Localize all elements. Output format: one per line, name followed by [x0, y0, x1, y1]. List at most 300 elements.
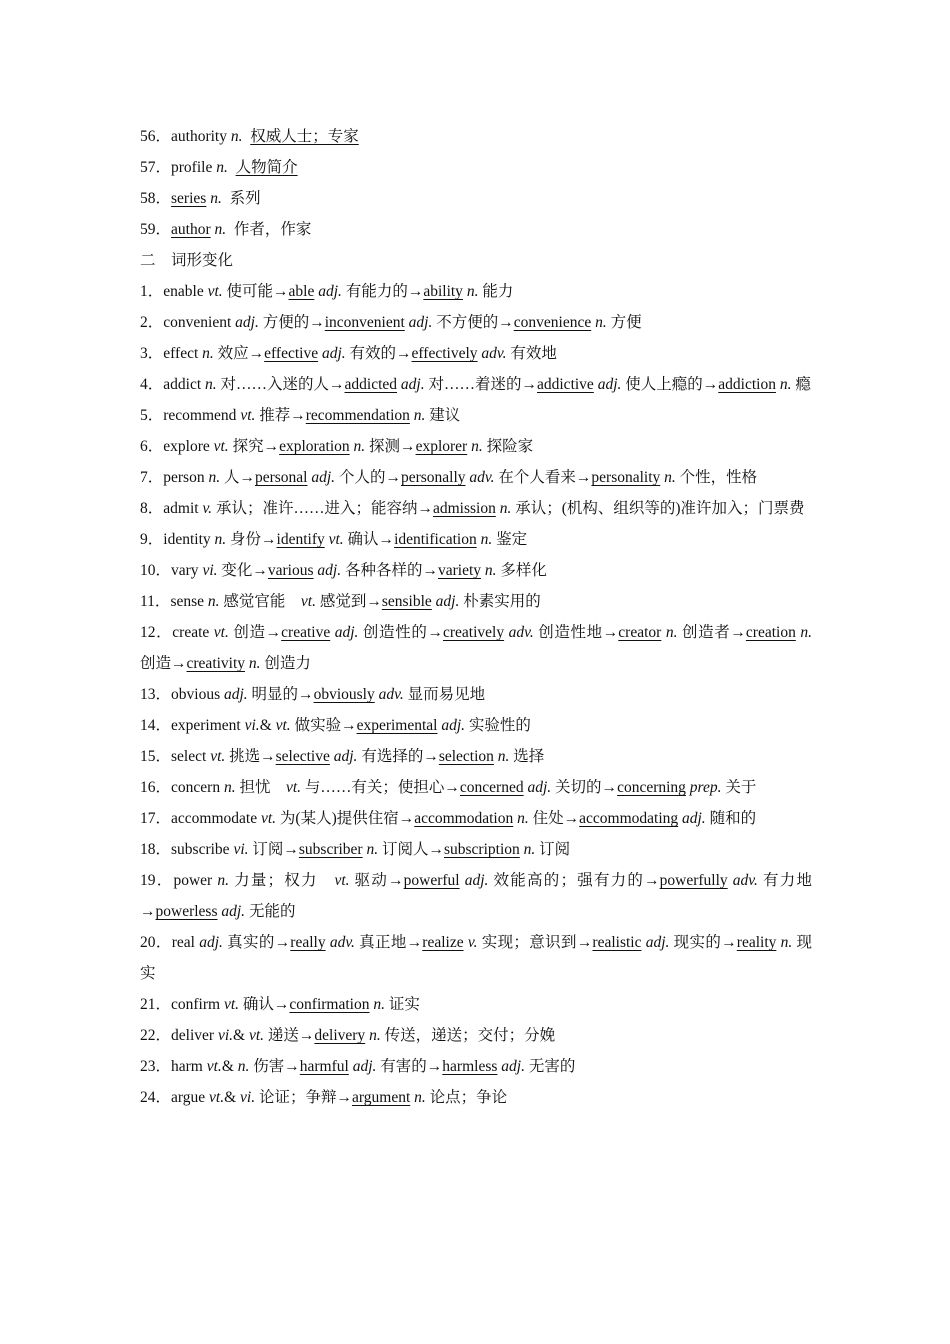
part-of-speech: v. — [202, 500, 213, 517]
word-form-item — [140, 710, 812, 741]
part-of-speech: adj. — [501, 1058, 525, 1075]
part-of-speech: n. — [353, 438, 366, 455]
item-text: 现实 — [140, 934, 812, 982]
word-form-item — [140, 741, 812, 772]
answer-word: 权威人士；专家 — [250, 128, 359, 145]
answer-word: various — [267, 562, 314, 579]
part-of-speech: n. — [471, 438, 483, 455]
word-form-item — [140, 338, 812, 369]
item-text: 有力地→ — [140, 872, 812, 920]
word-form-item — [140, 400, 812, 431]
item-text: 感觉官能 — [219, 593, 301, 610]
part-of-speech: adj. — [597, 376, 622, 393]
part-of-speech: adj. — [223, 686, 248, 703]
answer-word: effective — [264, 345, 319, 362]
part-of-speech: n. — [466, 283, 479, 300]
item-text: 鉴定 — [492, 531, 528, 548]
answer-word: reality — [736, 934, 777, 951]
word-form-item — [140, 834, 812, 865]
item-text: 在个人看来→ — [494, 469, 592, 486]
item-text: 使可能→ — [222, 283, 289, 300]
item-text: 传送，递送；交付；分娩 — [380, 1027, 556, 1044]
item-text: 能力 — [478, 283, 514, 300]
word-form-item — [140, 369, 812, 400]
vocab-item — [140, 183, 812, 214]
part-of-speech: n. — [248, 655, 261, 672]
item-text: 创造力 — [260, 655, 311, 672]
part-of-speech: adj. — [333, 748, 358, 765]
item-text: 个人的→ — [335, 469, 401, 486]
part-of-speech: adj. — [317, 562, 342, 579]
word-form-item — [140, 1020, 812, 1051]
part-of-speech: n. — [413, 407, 426, 424]
part-of-speech: n. — [230, 128, 243, 145]
part-of-speech: adj. — [221, 903, 246, 920]
answer-word: identify — [276, 531, 325, 548]
part-of-speech: adj. — [311, 469, 336, 486]
answer-word: personally — [400, 469, 466, 486]
vocab-item — [140, 152, 812, 183]
word-form-item — [140, 679, 812, 710]
answer-word: subscription — [443, 841, 520, 858]
part-of-speech: n. — [664, 469, 676, 486]
part-of-speech: adj. — [235, 314, 259, 331]
item-text: 证实 — [384, 996, 420, 1013]
part-of-speech: v. — [467, 934, 478, 951]
item-number: 24． — [140, 1089, 172, 1106]
part-of-speech: adj. — [682, 810, 706, 827]
answer-word: addictive — [537, 376, 594, 393]
item-text — [228, 159, 236, 176]
part-of-speech: vt. — [209, 1089, 225, 1106]
item-text: admit — [163, 500, 203, 517]
item-text: 显而易见地 — [403, 686, 486, 703]
word-form-item — [140, 493, 812, 524]
word-form-item — [140, 803, 812, 834]
part-of-speech: n. — [216, 159, 228, 176]
answer-word: author — [171, 221, 211, 238]
part-of-speech: n. — [369, 1027, 381, 1044]
item-text: & — [221, 1058, 238, 1075]
part-of-speech: n. — [223, 779, 236, 796]
part-of-speech: adj. — [318, 283, 342, 300]
item-text: 论点；争论 — [425, 1089, 508, 1106]
document-body — [140, 121, 816, 1113]
answer-word: convenience — [513, 314, 592, 331]
item-text: create — [172, 624, 214, 641]
item-text: 递送→ — [264, 1027, 315, 1044]
item-text: power — [173, 872, 218, 889]
item-text: 方便 — [606, 314, 642, 331]
item-text: experiment — [171, 717, 245, 734]
part-of-speech: adv. — [508, 624, 534, 641]
part-of-speech: adj. — [408, 314, 433, 331]
answer-word: accommodation — [414, 810, 514, 827]
item-text: subscribe — [171, 841, 234, 858]
item-text: 实验性的 — [465, 717, 531, 734]
part-of-speech: vt. — [275, 717, 291, 734]
part-of-speech: vt. — [223, 996, 240, 1013]
item-number: 4． — [140, 376, 164, 393]
part-of-speech: adj. — [352, 1058, 377, 1075]
item-text: 感觉到→ — [315, 593, 382, 610]
item-number: 20． — [140, 934, 172, 951]
part-of-speech: vi. — [233, 841, 249, 858]
item-text: 随和的 — [705, 810, 757, 827]
answer-word: inconvenient — [324, 314, 405, 331]
item-text: 各种各样的→ — [341, 562, 438, 579]
part-of-speech: n. — [523, 841, 536, 858]
part-of-speech: n. — [480, 531, 493, 548]
part-of-speech: n. — [373, 996, 385, 1013]
item-number: 1． — [140, 283, 164, 300]
item-text: authority — [171, 128, 231, 145]
part-of-speech: adv. — [481, 345, 507, 362]
part-of-speech: n. — [205, 376, 217, 393]
item-text: 担忧 — [235, 779, 286, 796]
item-text: 驱动→ — [349, 872, 404, 889]
answer-word: 人物简介 — [235, 159, 298, 176]
word-form-item — [140, 586, 812, 617]
item-text: 探究→ — [228, 438, 280, 455]
item-text: recommend — [163, 407, 241, 424]
answer-word: ability — [423, 283, 463, 300]
word-form-item — [140, 431, 812, 462]
item-number: 2． — [140, 314, 164, 331]
item-text: 人→ — [220, 469, 255, 486]
part-of-speech: adv. — [378, 686, 404, 703]
item-text: 创造性地→ — [533, 624, 619, 641]
answer-word: obviously — [313, 686, 375, 703]
item-number: 5． — [140, 407, 164, 424]
answer-word: creation — [745, 624, 796, 641]
item-text: 变化→ — [217, 562, 268, 579]
item-number: 19． — [140, 872, 174, 889]
part-of-speech: n. — [366, 841, 379, 858]
item-number: 7． — [140, 469, 164, 486]
answer-word: confirmation — [289, 996, 370, 1013]
item-text: concern — [171, 779, 224, 796]
item-number: 10． — [140, 562, 172, 579]
word-form-item — [140, 927, 812, 989]
part-of-speech: adj. — [199, 934, 223, 951]
part-of-speech: n. — [414, 1089, 426, 1106]
item-text: 效能高的；强有力的→ — [488, 872, 660, 889]
item-text: argue — [171, 1089, 210, 1106]
part-of-speech: n. — [202, 345, 214, 362]
item-number: 13． — [140, 686, 172, 703]
item-number: 18． — [140, 841, 172, 858]
item-text: 选择 — [509, 748, 545, 765]
part-of-speech: vt. — [285, 779, 302, 796]
item-text: profile — [171, 159, 217, 176]
part-of-speech: n. — [214, 531, 227, 548]
answer-word: able — [288, 283, 315, 300]
item-number: 21． — [140, 996, 172, 1013]
item-text: 确认→ — [343, 531, 395, 548]
item-text: 多样化 — [496, 562, 547, 579]
word-form-item — [140, 1051, 812, 1082]
item-text: 有效的→ — [345, 345, 412, 362]
part-of-speech: prep. — [689, 779, 722, 796]
section-heading: 二 词形变化 — [140, 252, 234, 269]
item-number: 56． — [140, 128, 172, 145]
item-text: 确认→ — [239, 996, 290, 1013]
answer-word: series — [171, 190, 207, 207]
item-text: addict — [163, 376, 206, 393]
item-number: 6． — [140, 438, 164, 455]
word-form-item — [140, 524, 812, 555]
part-of-speech: vi. — [240, 1089, 256, 1106]
item-text: 创造→ — [140, 624, 816, 672]
item-text: & — [224, 1089, 241, 1106]
item-number: 11． — [140, 593, 171, 610]
item-number: 9． — [140, 531, 164, 548]
item-text: 无害的 — [524, 1058, 576, 1075]
answer-word: recommendation — [305, 407, 410, 424]
item-text: 效应→ — [213, 345, 265, 362]
item-text: 不方便的→ — [432, 314, 514, 331]
item-text: obvious — [171, 686, 224, 703]
word-forms-list — [140, 276, 816, 1113]
item-text: 订阅 — [535, 841, 571, 858]
part-of-speech: vt. — [210, 748, 226, 765]
answer-word: realize — [422, 934, 464, 951]
answer-word: selective — [275, 748, 330, 765]
part-of-speech: n. — [208, 469, 221, 486]
item-text: 方便的→ — [258, 314, 325, 331]
item-text: & — [233, 1027, 249, 1044]
answer-word: powerful — [403, 872, 460, 889]
answer-word: personal — [254, 469, 308, 486]
answer-word: exploration — [279, 438, 350, 455]
part-of-speech: n. — [497, 748, 510, 765]
part-of-speech: n. — [207, 593, 220, 610]
item-text: real — [171, 934, 200, 951]
item-text: 关于 — [721, 779, 757, 796]
part-of-speech: vt. — [213, 438, 229, 455]
part-of-speech: vt. — [240, 407, 256, 424]
item-text: 订阅→ — [248, 841, 299, 858]
answer-word: realistic — [592, 934, 642, 951]
part-of-speech: adj. — [400, 376, 425, 393]
answer-word: addicted — [344, 376, 398, 393]
part-of-speech: adj. — [527, 779, 552, 796]
item-text: 实现；意识到→ — [477, 934, 593, 951]
part-of-speech: n. — [237, 1058, 250, 1075]
item-text: 与……有关；使担心→ — [301, 779, 460, 796]
item-text: 对……着迷的→ — [424, 376, 537, 393]
item-text: harm — [171, 1058, 207, 1075]
item-text: explore — [163, 438, 214, 455]
word-form-item — [140, 555, 812, 586]
part-of-speech: adj. — [441, 717, 466, 734]
item-text: accommodate — [171, 810, 261, 827]
item-text: 有能力的→ — [341, 283, 424, 300]
answer-word: powerless — [155, 903, 218, 920]
answer-word: identification — [394, 531, 477, 548]
item-text: select — [171, 748, 211, 765]
answer-word: concerning — [617, 779, 686, 796]
item-text: 作者，作家 — [226, 221, 312, 238]
word-form-item — [140, 617, 816, 679]
item-text: 探险家 — [482, 438, 534, 455]
part-of-speech: n. — [595, 314, 607, 331]
part-of-speech: vt. — [328, 531, 344, 548]
answer-word: really — [290, 934, 326, 951]
part-of-speech: adj. — [435, 593, 460, 610]
item-text: 明显的→ — [247, 686, 314, 703]
item-text: 伤害→ — [249, 1058, 300, 1075]
answer-word: accommodating — [579, 810, 679, 827]
item-text: 力量；权力 — [228, 872, 335, 889]
item-text: 现实的→ — [669, 934, 737, 951]
answer-word: selection — [438, 748, 494, 765]
part-of-speech: adj. — [645, 934, 670, 951]
answer-word: creatively — [442, 624, 505, 641]
part-of-speech: vt. — [206, 1058, 222, 1075]
answer-word: variety — [437, 562, 482, 579]
item-text: 身份→ — [226, 531, 277, 548]
item-number: 14． — [140, 717, 172, 734]
item-text: 创造者→ — [677, 624, 746, 641]
answer-word: addiction — [718, 376, 776, 393]
answer-word: creator — [618, 624, 662, 641]
word-form-item — [140, 865, 812, 927]
item-number: 15． — [140, 748, 172, 765]
word-form-item — [140, 307, 812, 338]
answer-word: creative — [281, 624, 331, 641]
item-number: 58． — [140, 190, 172, 207]
word-form-item — [140, 989, 812, 1020]
part-of-speech: n. — [800, 624, 812, 641]
part-of-speech: vt. — [300, 593, 316, 610]
item-text: 创造性的→ — [358, 624, 443, 641]
word-form-item — [140, 462, 812, 493]
part-of-speech: vi. — [217, 1027, 233, 1044]
part-of-speech: vi. — [244, 717, 260, 734]
item-text: 有害的→ — [376, 1058, 443, 1075]
item-text: 系列 — [221, 190, 261, 207]
item-text: 个性，性格 — [675, 469, 758, 486]
item-text: effect — [163, 345, 203, 362]
part-of-speech: n. — [779, 376, 792, 393]
item-text: deliver — [171, 1027, 218, 1044]
word-form-item — [140, 276, 812, 307]
answer-word: explorer — [415, 438, 468, 455]
part-of-speech: adv. — [732, 872, 758, 889]
part-of-speech: n. — [780, 934, 793, 951]
item-text: sense — [170, 593, 208, 610]
item-text: 承认；准许……进入；能容纳→ — [212, 500, 433, 517]
item-text: convenient — [163, 314, 236, 331]
item-text: vary — [171, 562, 203, 579]
part-of-speech: vt. — [248, 1027, 264, 1044]
part-of-speech: adj. — [334, 624, 359, 641]
answer-word: admission — [432, 500, 496, 517]
item-text: 推荐→ — [255, 407, 306, 424]
answer-word: harmless — [442, 1058, 498, 1075]
part-of-speech: vt. — [213, 624, 229, 641]
answer-word: harmful — [299, 1058, 349, 1075]
item-text: enable — [163, 283, 208, 300]
item-number: 17． — [140, 810, 172, 827]
word-form-item — [140, 1082, 812, 1113]
item-text: 瘾 — [791, 376, 811, 393]
part-of-speech: adj. — [464, 872, 489, 889]
item-number: 8． — [140, 500, 164, 517]
item-text: 订阅人→ — [378, 841, 444, 858]
part-of-speech: adv. — [329, 934, 355, 951]
item-text: 建议 — [425, 407, 461, 424]
answer-word: personality — [591, 469, 661, 486]
item-text: 做实验→ — [290, 717, 357, 734]
part-of-speech: n. — [517, 810, 529, 827]
part-of-speech: adv. — [469, 469, 495, 486]
part-of-speech: vt. — [334, 872, 350, 889]
part-of-speech: n. — [499, 500, 512, 517]
item-text: 挑选→ — [225, 748, 276, 765]
item-number: 23． — [140, 1058, 172, 1075]
vocab-item — [140, 214, 812, 245]
item-text: 创造→ — [228, 624, 282, 641]
part-of-speech: vi. — [202, 562, 218, 579]
item-text: person — [163, 469, 209, 486]
item-text: 承认；(机构、组织等的)准许加入；门票费 — [511, 500, 805, 517]
item-number: 57． — [140, 159, 172, 176]
item-text: 使人上瘾的→ — [621, 376, 719, 393]
item-number: 3． — [140, 345, 164, 362]
answer-word: effectively — [411, 345, 478, 362]
answer-word: delivery — [314, 1027, 366, 1044]
part-of-speech: vt. — [207, 283, 223, 300]
part-of-speech: vt. — [260, 810, 277, 827]
answer-word: argument — [352, 1089, 411, 1106]
item-text: 无能的 — [245, 903, 296, 920]
item-text: 住处→ — [528, 810, 580, 827]
item-text: 真正地→ — [354, 934, 423, 951]
vocab-item — [140, 121, 812, 152]
part-of-speech: n. — [217, 872, 229, 889]
answer-word: concerned — [459, 779, 524, 796]
item-text: & — [259, 717, 276, 734]
answer-word: powerfully — [659, 872, 728, 889]
item-text: 朴素实用的 — [459, 593, 541, 610]
part-of-speech: n. — [214, 221, 227, 238]
answer-word: sensible — [381, 593, 432, 610]
part-of-speech: n. — [210, 190, 222, 207]
part-of-speech: adj. — [321, 345, 346, 362]
item-number: 22． — [140, 1027, 172, 1044]
answer-word: creativity — [186, 655, 246, 672]
part-of-speech: n. — [665, 624, 678, 641]
word-form-item — [140, 772, 812, 803]
answer-word: subscriber — [298, 841, 363, 858]
item-number: 59． — [140, 221, 172, 238]
part-of-speech: n. — [484, 562, 497, 579]
item-text: 有选择的→ — [357, 748, 439, 765]
item-text: 对……入迷的人→ — [216, 376, 345, 393]
item-number: 16． — [140, 779, 172, 796]
vocab-list — [140, 121, 812, 245]
item-text: 探测→ — [365, 438, 416, 455]
item-text: 论证；争辩→ — [255, 1089, 352, 1106]
item-text: 关切的→ — [551, 779, 618, 796]
item-text: 有效地 — [506, 345, 557, 362]
answer-word: experimental — [356, 717, 438, 734]
item-text: identity — [163, 531, 215, 548]
item-text: 为(某人)提供住宿→ — [276, 810, 415, 827]
